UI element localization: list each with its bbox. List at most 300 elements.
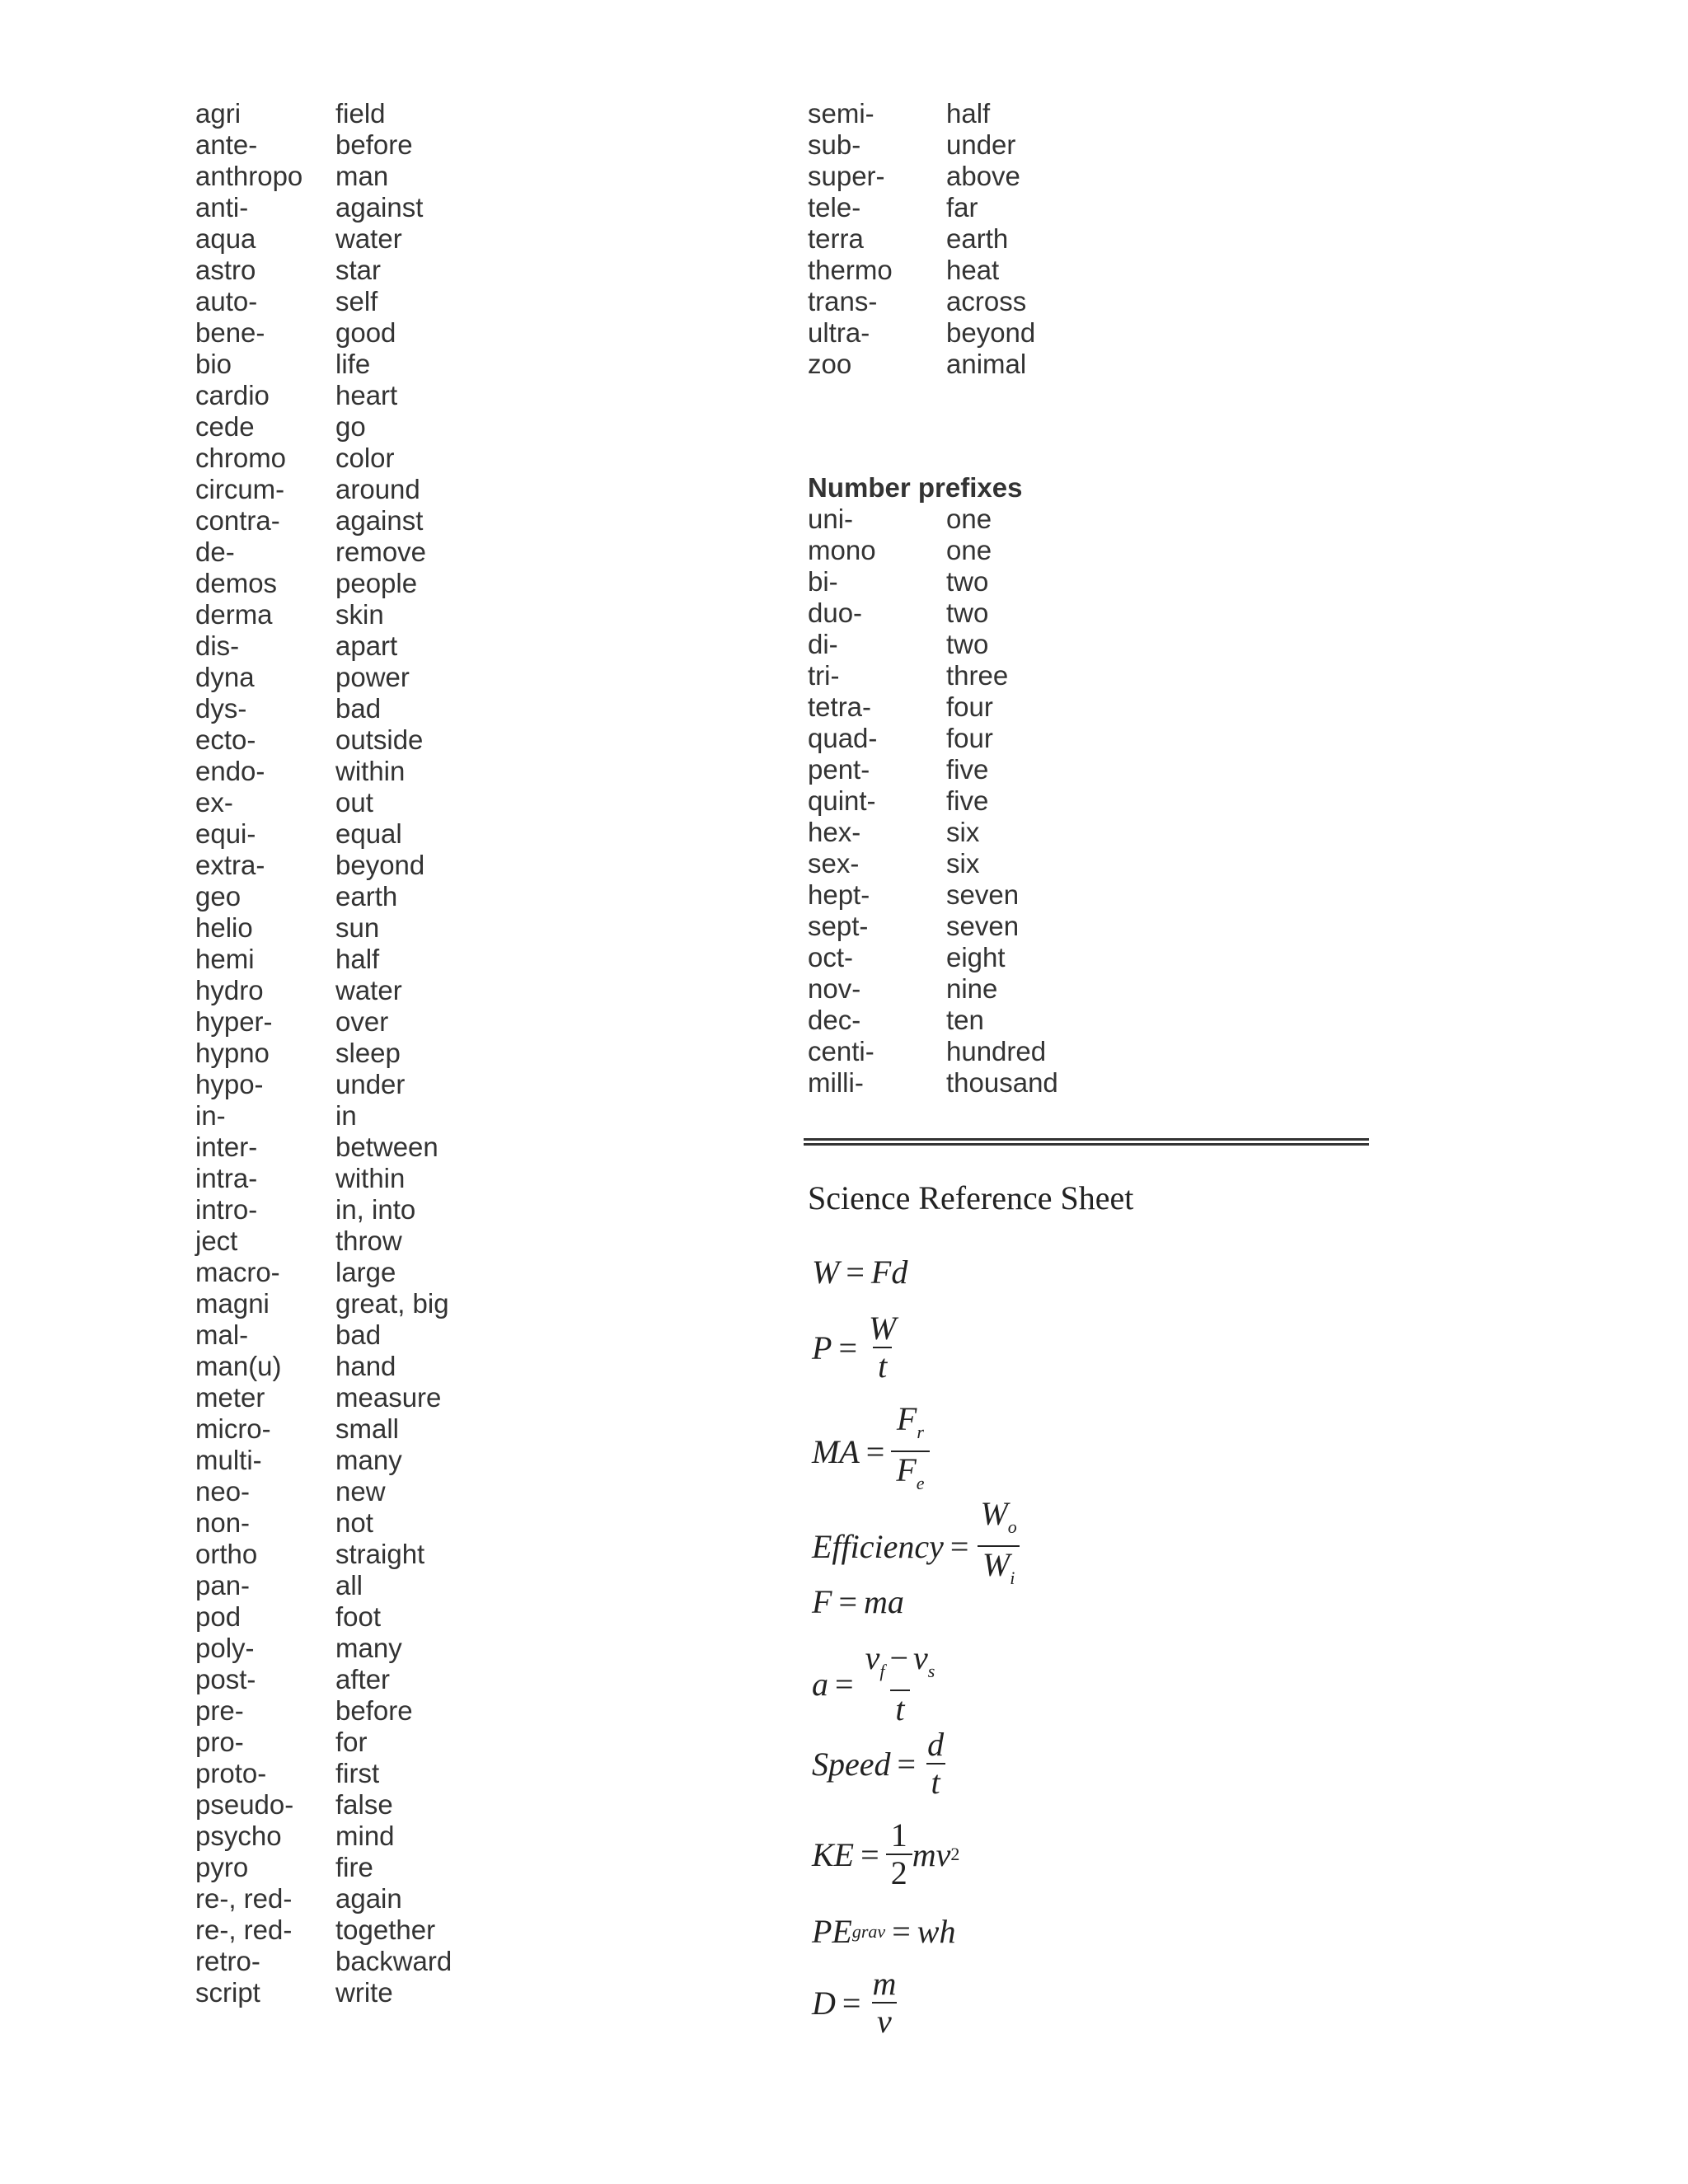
root-meaning: four	[946, 723, 993, 753]
list-item	[808, 566, 1104, 598]
root-meaning: color	[335, 443, 395, 473]
root-meaning: five	[946, 785, 989, 816]
root-meaning: hand	[335, 1351, 396, 1381]
root-word: hypno	[195, 1038, 270, 1068]
root-meaning: between	[335, 1132, 438, 1162]
root-word: quad-	[808, 723, 878, 753]
fraction	[891, 1401, 929, 1502]
root-meaning: six	[946, 817, 980, 847]
list-item	[808, 286, 1104, 317]
root-word: demos	[195, 568, 278, 598]
list-item	[195, 1226, 492, 1257]
list-item	[195, 192, 492, 223]
root-word: aqua	[195, 223, 256, 254]
root-meaning: life	[335, 349, 371, 379]
science-sheet-title: Science Reference Sheet	[808, 1179, 1134, 1216]
root-meaning: together	[335, 1915, 436, 1945]
root-meaning: fire	[335, 1852, 373, 1882]
numerator-subscript: o	[1007, 1516, 1017, 1537]
formula-rhs: mv	[912, 1835, 951, 1873]
list-item	[195, 1132, 492, 1163]
formula-power	[812, 1310, 901, 1385]
final-velocity-subscript: f	[879, 1661, 885, 1681]
root-meaning: field	[335, 98, 386, 129]
formula-efficiency	[812, 1496, 1022, 1596]
list-item	[195, 1570, 492, 1601]
root-word: mono	[808, 535, 876, 565]
list-item	[195, 1915, 492, 1946]
start-velocity-subscript: s	[927, 1661, 935, 1681]
root-word: duo-	[808, 598, 863, 628]
list-item	[808, 754, 1104, 785]
list-item	[808, 535, 1104, 566]
denominator	[978, 1545, 1020, 1596]
root-word: equi-	[195, 818, 256, 849]
root-meaning: all	[335, 1570, 363, 1601]
list-item	[195, 1977, 492, 2008]
denominator: t	[926, 1763, 945, 1801]
root-meaning: foot	[335, 1601, 382, 1632]
formula-lhs: D	[812, 1984, 836, 2022]
root-word: micro-	[195, 1413, 271, 1444]
list-item	[808, 911, 1104, 942]
list-item	[808, 1067, 1104, 1099]
root-word: agri	[195, 98, 241, 129]
minus-sign: −	[889, 1639, 909, 1676]
formula-speed	[812, 1727, 949, 1801]
root-word: ultra-	[808, 317, 870, 348]
root-meaning: one	[946, 535, 992, 565]
list-item	[195, 537, 492, 568]
list-item	[195, 443, 492, 474]
root-word: ante-	[195, 129, 258, 160]
root-meaning: ten	[946, 1005, 984, 1035]
root-word: hemi	[195, 944, 255, 974]
list-item	[808, 660, 1104, 691]
root-meaning: many	[335, 1633, 402, 1663]
list-item	[195, 1946, 492, 1977]
root-word: ject	[195, 1226, 238, 1256]
number-prefixes-list	[808, 504, 1104, 1099]
root-meaning: nine	[946, 973, 998, 1004]
root-word: auto-	[195, 286, 258, 316]
root-word: di-	[808, 629, 838, 659]
equals-sign: =	[860, 1835, 879, 1873]
formula-mechanical-advantage	[812, 1401, 930, 1502]
root-word: oct-	[808, 942, 854, 972]
list-item	[808, 504, 1104, 535]
root-meaning: write	[335, 1977, 393, 2008]
root-meaning: one	[946, 504, 992, 534]
equals-sign: =	[950, 1527, 969, 1565]
root-meaning: star	[335, 255, 382, 285]
root-word: tri-	[808, 660, 840, 691]
numerator	[892, 1401, 929, 1451]
root-word: nov-	[808, 973, 861, 1004]
root-word: centi-	[808, 1036, 874, 1066]
root-meaning: seven	[946, 879, 1020, 910]
root-meaning: around	[335, 474, 420, 504]
formula-lhs: KE	[812, 1835, 855, 1873]
fraction	[867, 1966, 901, 2040]
root-meaning: within	[335, 756, 406, 786]
root-word: non-	[195, 1507, 251, 1538]
root-meaning: in, into	[335, 1194, 416, 1225]
root-word: post-	[195, 1664, 256, 1694]
numerator: 1	[890, 1816, 907, 1854]
formula-rhs: Fd	[870, 1254, 908, 1291]
number-prefixes-section	[808, 472, 1104, 1099]
list-item	[195, 286, 492, 317]
root-word: pro-	[195, 1727, 244, 1757]
root-word: thermo	[808, 255, 893, 285]
exponent: 2	[950, 1844, 960, 1864]
formula-lhs: Efficiency	[812, 1527, 944, 1565]
denominator: 2	[886, 1854, 912, 1891]
list-item	[808, 1036, 1104, 1067]
list-item	[195, 1382, 492, 1413]
root-word: dec-	[808, 1005, 861, 1035]
list-item	[195, 881, 492, 912]
root-word: pyro	[195, 1852, 249, 1882]
list-item	[195, 975, 492, 1006]
root-word: hex-	[808, 817, 861, 847]
root-word: hydro	[195, 975, 264, 1005]
root-meaning: within	[335, 1163, 406, 1193]
list-item	[195, 693, 492, 724]
formula-density	[812, 1966, 901, 2040]
root-word: zoo	[808, 349, 852, 379]
root-word: cede	[195, 411, 255, 442]
root-word: re-, red-	[195, 1883, 293, 1914]
root-meaning: outside	[335, 724, 424, 755]
fraction	[860, 1640, 940, 1727]
list-item	[808, 1005, 1104, 1036]
root-word: chromo	[195, 443, 287, 473]
list-item	[195, 349, 492, 380]
list-item	[808, 129, 1104, 161]
equals-sign: =	[838, 1329, 857, 1366]
list-item	[808, 817, 1104, 848]
root-meaning: first	[335, 1758, 380, 1788]
root-meaning: two	[946, 566, 989, 597]
root-meaning: two	[946, 629, 989, 659]
numerator-symbol: F	[896, 1400, 917, 1437]
list-item	[808, 879, 1104, 911]
denominator-symbol: F	[896, 1451, 917, 1488]
root-word: re-, red-	[195, 1915, 293, 1945]
list-item	[195, 1319, 492, 1351]
root-word: pan-	[195, 1570, 251, 1601]
root-word: hypo-	[195, 1069, 264, 1099]
list-item	[195, 818, 492, 850]
formula-work	[812, 1253, 907, 1291]
list-item	[195, 505, 492, 537]
root-meaning: sun	[335, 912, 380, 943]
root-meaning: apart	[335, 630, 398, 661]
formula-rhs: ma	[864, 1583, 904, 1620]
root-meaning: heart	[335, 380, 398, 410]
formula-lhs: P	[812, 1329, 832, 1366]
root-meaning: earth	[946, 223, 1009, 254]
root-word: bio	[195, 349, 232, 379]
list-item	[195, 1351, 492, 1382]
root-word: helio	[195, 912, 253, 943]
root-word: ecto-	[195, 724, 256, 755]
root-word: retro-	[195, 1946, 260, 1976]
root-meaning: straight	[335, 1539, 425, 1569]
root-meaning: self	[335, 286, 378, 316]
formula-lhs: PE	[812, 1913, 852, 1950]
root-meaning: in	[335, 1100, 357, 1131]
list-item	[195, 1257, 492, 1288]
formula-lhs: a	[812, 1665, 828, 1703]
list-item	[195, 912, 492, 944]
root-word: sub-	[808, 129, 861, 160]
list-item	[808, 349, 1104, 380]
list-item	[195, 850, 492, 881]
list-item	[195, 787, 492, 818]
root-meaning: before	[335, 1695, 413, 1726]
root-meaning: against	[335, 505, 424, 536]
root-meaning: man	[335, 161, 389, 191]
list-item	[195, 1194, 492, 1226]
denominator	[891, 1451, 929, 1502]
root-meaning: animal	[946, 349, 1027, 379]
root-meaning: water	[335, 223, 402, 254]
root-word: mal-	[195, 1319, 249, 1350]
list-item	[195, 1758, 492, 1789]
root-word: de-	[195, 537, 235, 567]
root-word: pod	[195, 1601, 241, 1632]
list-item	[195, 317, 492, 349]
formula-lhs: W	[812, 1254, 840, 1291]
root-word: terra	[808, 223, 864, 254]
root-word: proto-	[195, 1758, 267, 1788]
list-item	[195, 1883, 492, 1915]
list-item	[808, 317, 1104, 349]
denominator-subscript: e	[916, 1473, 925, 1493]
root-meaning: beyond	[946, 317, 1036, 348]
formula-lhs: Speed	[812, 1745, 891, 1783]
root-meaning: two	[946, 598, 989, 628]
list-item	[195, 1100, 492, 1132]
root-word: semi-	[808, 98, 874, 129]
list-item	[195, 1413, 492, 1445]
list-item	[195, 662, 492, 693]
root-meaning: for	[335, 1727, 368, 1757]
denominator: t	[873, 1347, 892, 1385]
root-meaning: sleep	[335, 1038, 401, 1068]
list-item	[808, 848, 1104, 879]
root-meaning: beyond	[335, 850, 425, 880]
denominator-symbol: W	[982, 1546, 1010, 1583]
root-meaning: far	[946, 192, 978, 223]
list-item	[808, 161, 1104, 192]
list-item	[808, 192, 1104, 223]
root-meaning: before	[335, 129, 413, 160]
root-word: circum-	[195, 474, 285, 504]
equals-sign: =	[897, 1745, 917, 1783]
root-word: uni-	[808, 504, 854, 534]
denominator: v	[872, 2002, 897, 2040]
list-item	[195, 944, 492, 975]
list-item	[808, 255, 1104, 286]
root-word: bi-	[808, 566, 838, 597]
number-prefixes-heading: Number prefixes	[808, 472, 1023, 503]
start-velocity: v	[913, 1639, 928, 1676]
fraction	[922, 1727, 949, 1801]
formula-lhs: F	[812, 1583, 832, 1620]
lhs-subscript: grav	[851, 1920, 886, 1942]
root-word: hept-	[808, 879, 870, 910]
root-word: bene-	[195, 317, 265, 348]
root-meaning: good	[335, 317, 396, 348]
root-meaning: out	[335, 787, 373, 818]
root-meaning: skin	[335, 599, 384, 630]
numerator: m	[872, 1965, 897, 2002]
root-word: neo-	[195, 1476, 251, 1507]
list-item	[195, 255, 492, 286]
list-item	[808, 942, 1104, 973]
list-item	[195, 1821, 492, 1852]
root-word: sept-	[808, 911, 869, 941]
root-meaning: great, big	[335, 1288, 449, 1319]
root-meaning: earth	[335, 881, 398, 912]
root-word: anthropo	[195, 161, 303, 191]
root-meaning: five	[946, 754, 989, 785]
formula-lhs: MA	[812, 1432, 860, 1470]
list-item	[195, 1006, 492, 1038]
list-item	[195, 380, 492, 411]
root-meaning: under	[335, 1069, 406, 1099]
root-meaning: go	[335, 411, 366, 442]
root-meaning: over	[335, 1006, 389, 1037]
root-word: contra-	[195, 505, 280, 536]
root-word: pent-	[808, 754, 870, 785]
root-word: hyper-	[195, 1006, 273, 1037]
root-meaning: again	[335, 1883, 402, 1914]
list-item	[195, 98, 492, 129]
list-item	[195, 599, 492, 630]
root-word: dyna	[195, 662, 255, 692]
list-item	[195, 1695, 492, 1727]
list-item	[195, 1507, 492, 1539]
root-meaning: heat	[946, 255, 1000, 285]
root-meaning: false	[335, 1789, 393, 1820]
list-item	[808, 598, 1104, 629]
root-meaning: measure	[335, 1382, 442, 1413]
root-meaning: seven	[946, 911, 1020, 941]
root-meaning: not	[335, 1507, 373, 1538]
root-word: astro	[195, 255, 256, 285]
root-word: dis-	[195, 630, 240, 661]
root-meaning: water	[335, 975, 402, 1005]
root-word: script	[195, 1977, 260, 2008]
root-word: man(u)	[195, 1351, 282, 1381]
list-item	[808, 98, 1104, 129]
root-word: macro-	[195, 1257, 280, 1287]
root-word: sex-	[808, 848, 860, 879]
list-item	[195, 1445, 492, 1476]
equals-sign: =	[838, 1583, 857, 1620]
root-word: meter	[195, 1382, 265, 1413]
list-item	[195, 1601, 492, 1633]
root-meaning: small	[335, 1413, 400, 1444]
root-meaning: under	[946, 129, 1016, 160]
root-word: pseudo-	[195, 1789, 294, 1820]
root-word: psycho	[195, 1821, 282, 1851]
formula-rhs: wh	[917, 1913, 956, 1950]
root-meaning: half	[946, 98, 991, 129]
roots-list-right	[808, 98, 1104, 380]
list-item	[195, 1163, 492, 1194]
root-meaning: eight	[946, 942, 1006, 972]
root-meaning: power	[335, 662, 410, 692]
list-item	[808, 691, 1104, 723]
numerator	[860, 1640, 940, 1690]
fraction	[864, 1310, 901, 1385]
list-item	[195, 223, 492, 255]
section-divider	[804, 1138, 1369, 1146]
equals-sign: =	[842, 1984, 861, 2022]
root-meaning: bad	[335, 693, 382, 724]
root-meaning: three	[946, 660, 1009, 691]
root-word: ex-	[195, 787, 233, 818]
list-item	[808, 973, 1104, 1005]
root-meaning: after	[335, 1664, 391, 1694]
root-word: tetra-	[808, 691, 872, 722]
root-word: endo-	[195, 756, 265, 786]
formula-acceleration	[812, 1640, 940, 1727]
list-item	[195, 1539, 492, 1570]
roots-list-left	[195, 98, 492, 2008]
list-item	[195, 568, 492, 599]
list-item	[195, 1288, 492, 1319]
root-meaning: six	[946, 848, 980, 879]
list-item	[195, 474, 492, 505]
root-meaning: across	[946, 286, 1027, 316]
root-meaning: half	[335, 944, 380, 974]
root-meaning: bad	[335, 1319, 382, 1350]
root-meaning: mind	[335, 1821, 395, 1851]
root-word: in-	[195, 1100, 226, 1131]
final-velocity: v	[865, 1639, 880, 1676]
root-meaning: throw	[335, 1226, 402, 1256]
equals-sign: =	[865, 1432, 885, 1470]
list-item	[195, 1069, 492, 1100]
equals-sign: =	[846, 1254, 865, 1291]
list-item	[195, 129, 492, 161]
root-word: poly-	[195, 1633, 255, 1663]
numerator-subscript: r	[917, 1422, 924, 1442]
root-word: intra-	[195, 1163, 258, 1193]
root-word: inter-	[195, 1132, 258, 1162]
root-meaning: hundred	[946, 1036, 1047, 1066]
list-item	[195, 724, 492, 756]
list-item	[195, 1664, 492, 1695]
list-item	[195, 1852, 492, 1883]
root-meaning: thousand	[946, 1067, 1058, 1098]
fraction	[975, 1496, 1021, 1596]
fraction	[886, 1817, 912, 1891]
list-item	[808, 723, 1104, 754]
list-item	[195, 1727, 492, 1758]
list-item	[195, 1633, 492, 1664]
numerator	[975, 1496, 1021, 1545]
numerator-symbol: W	[980, 1495, 1008, 1532]
formula-potential-energy	[812, 1912, 955, 1951]
